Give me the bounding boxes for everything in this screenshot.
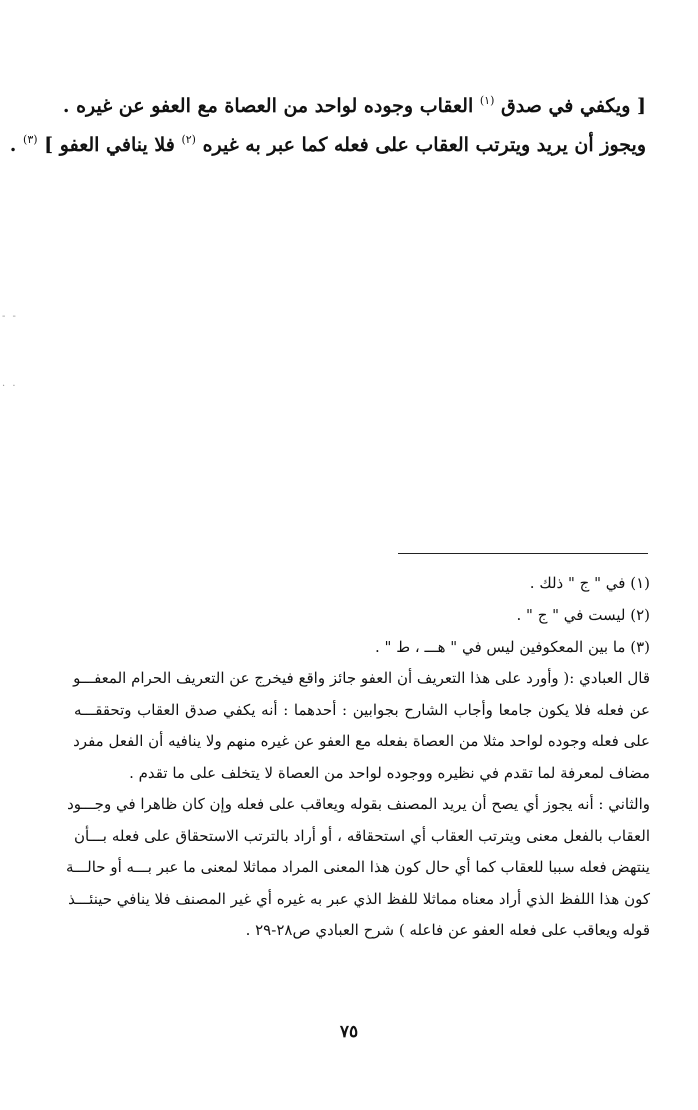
main-text-segment: العقاب وجوده لواحد من العصاة مع العفو عن غيره .	[62, 95, 474, 117]
margin-mark: - -	[2, 311, 18, 322]
main-line-2	[9, 127, 646, 166]
footnotes	[74, 567, 650, 663]
footnote-1: (١) في " ج " ذلك .	[529, 574, 650, 592]
main-line-1	[62, 88, 646, 127]
main-text-segment: [ ويكفي في صدق	[500, 95, 646, 117]
commentary-line: العقاب بالفعل معنى ويترتب العقاب أي استحقاقه ، أو أراد بالترتب الاستحقاق على فعله بـــأن	[74, 826, 650, 845]
commentary-block	[65, 663, 650, 947]
footnote-separator	[398, 553, 648, 554]
commentary-line: قوله ويعاقب على فعله العفو عن فاعله ) شرح العبادي ص٢٨-٢٩ .	[245, 921, 650, 939]
main-text	[9, 88, 646, 166]
footnote-3: (٣) ما بين المعكوفين ليس في " هـــ ، ط " .	[374, 638, 650, 656]
main-text-segment: فلا ينافي العفو ]	[44, 134, 175, 156]
main-text-segment: ويجوز أن يريد ويترتب العقاب على فعله كما عبر به غيره	[202, 134, 646, 156]
footnote-ref-2[interactable]: (٢)	[181, 133, 196, 146]
page-number: ٧٥	[339, 1022, 359, 1042]
commentary-line: على فعله وجوده لواحد مثلا من العصاة بفعله مع العفو عن غيره منهم ولا ينافيه أن الفعل مفرد	[73, 732, 650, 750]
commentary-line: والثاني : أنه يجوز أي يصح أن يريد المصنف بقوله ويعاقب على فعله وإن كان ظاهرا في وجـــود	[67, 795, 650, 813]
footnote-ref-3[interactable]: (٣)	[23, 133, 38, 146]
margin-mark: · ·	[2, 381, 18, 392]
main-text-segment: .	[9, 134, 17, 156]
commentary-line: كون هذا اللفظ الذي أراد معناه مماثلا للفظ الذي عبر به غيره أي غير المصنف فلا ينافي حينئـــذ	[68, 889, 650, 908]
footnote-2: (٢) ليست في " ج " .	[516, 606, 650, 624]
footnote-ref-1[interactable]: (١)	[479, 94, 495, 107]
commentary-line: عن فعله فلا يكون جامعا وأجاب الشارح بجوابين : أحدهما : أنه يكفي صدق العقاب وتحققـــه	[74, 700, 650, 719]
commentary-line: مضاف لمعرفة لما تقدم في نظيره ووجوده لواحد من العصاة لا يتخلف على ما تقدم .	[129, 763, 650, 782]
commentary-line: ينتهض فعله سببا للعقاب كما أي حال كون هذا المعنى المراد مماثلا لمعنى ما عبر بـــه أو حالـــة	[65, 858, 650, 876]
commentary-line: قال العبادي :( وأورد على هذا التعريف أن العفو جائز واقع فيخرج عن التعريف الحرام المعفـــو	[73, 669, 650, 687]
